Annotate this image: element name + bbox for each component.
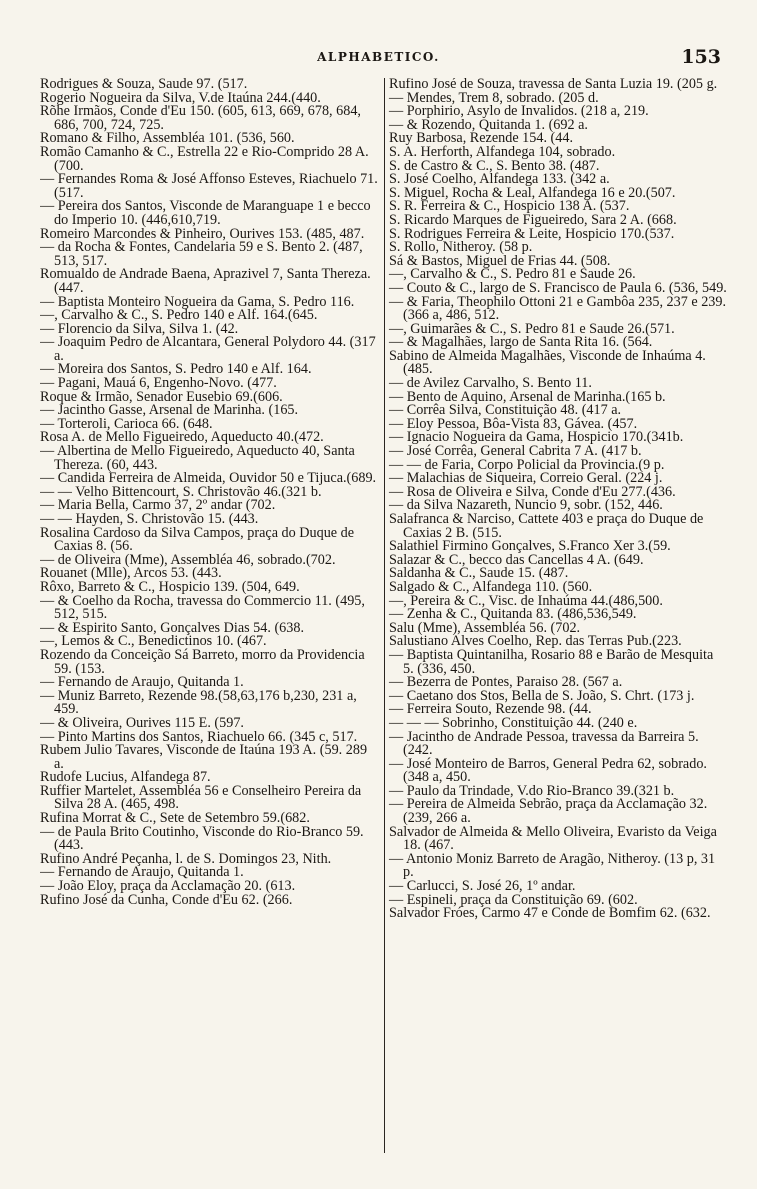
directory-entry: S. Miguel, Rocha & Leal, Alfandega 16 e 20.(507.: [389, 184, 676, 201]
directory-entry: Sabino de Almeida Magalhães, Visconde de Inhaúma 4. (485.: [389, 347, 706, 378]
directory-entry: — Rosa de Oliveira e Silva, Conde d'Eu 277.(436.: [389, 483, 676, 500]
directory-entry: Rudofe Lucius, Alfandega 87.: [40, 769, 211, 786]
directory-entry: Rouanet (Mlle), Arcos 53. (443.: [40, 565, 222, 582]
directory-entry: — & Rozendo, Quitanda 1. (692 a.: [389, 116, 588, 133]
directory-entry: — de Oliveira (Mme), Assembléa 46, sobrado.(702.: [40, 551, 336, 568]
directory-entry: — Espineli, praça da Constituição 69. (602.: [389, 891, 638, 908]
directory-entry: — Jacintho Gasse, Arsenal de Marinha. (165.: [40, 402, 299, 419]
directory-entry: — & Magalhães, largo de Santa Rita 16. (564.: [389, 334, 653, 351]
directory-entry: Ruy Barbosa, Rezende 154. (44.: [389, 130, 574, 147]
directory-entry: — Moreira dos Santos, S. Pedro 140 e Alf. 164.: [40, 361, 312, 378]
directory-entry: — Ignacio Nogueira da Gama, Hospicio 170.(341b.: [389, 429, 684, 446]
directory-entry: — Ferreira Souto, Rezende 98. (44.: [389, 701, 592, 718]
directory-entry: — Jacintho de Andrade Pessoa, travessa da Barreira 5. (242.: [389, 728, 699, 759]
directory-entry: — Porphirio, Asylo de Invalidos. (218 a, 219.: [389, 103, 649, 120]
directory-entry: — da Rocha & Fontes, Candelaria 59 e S. Bento 2. (487, 513, 517.: [40, 239, 363, 269]
page-number: 153: [681, 46, 721, 68]
page-title: ALPHABETICO.: [317, 50, 440, 64]
directory-entry: —, Lemos & C., Benedictinos 10. (467.: [40, 633, 267, 650]
directory-entry: Salvador de Almeida & Mello Oliveira, Evaristo da Veiga 18. (467.: [389, 823, 717, 854]
directory-entry: Ruffier Martelet, Assembléa 56 e Conselheiro Pereira da Silva 28 A. (465, 498.: [40, 782, 362, 813]
directory-entry: Rufina Morrat & C., Sete de Setembro 59.(682.: [40, 810, 310, 827]
directory-entry: S. Ricardo Marques de Figueiredo, Sara 2 A. (668.: [389, 211, 677, 228]
directory-entry: S. Rodrigues Ferreira & Leite, Hospicio 170.(537.: [389, 225, 675, 242]
directory-entry: — & Faria, Theophilo Ottoni 21 e Gambôa 235, 237 e 239. (366 a, 486, 512.: [389, 293, 727, 324]
directory-entry: Salu (Mme), Assembléa 56. (702.: [389, 619, 581, 636]
directory-entry: —, Guimarães & C., S. Pedro 81 e Saude 26.(571.: [389, 320, 675, 337]
directory-entry: Romano & Filho, Assembléa 101. (536, 560.: [40, 130, 295, 147]
directory-entry: Sá & Bastos, Miguel de Frias 44. (508.: [389, 252, 611, 269]
directory-entry: — & Oliveira, Ourives 115 E. (597.: [40, 714, 244, 731]
directory-entry: Rodrigues & Souza, Saude 97. (517.: [40, 78, 248, 92]
directory-entry: — Fernando de Araujo, Quitanda 1.: [40, 674, 244, 691]
directory-entry: — & Coelho da Rocha, travessa do Commercio 11. (495, 512, 515.: [40, 592, 365, 623]
directory-entry: Rufino André Peçanha, l. de S. Domingos 23, Nith.: [40, 850, 332, 867]
directory-entry: — Antonio Moniz Barreto de Aragão, Nitheroy. (13 p, 31 p.: [389, 850, 716, 881]
directory-entry: Romeiro Marcondes & Pinheiro, Ourives 153. (485, 487.: [40, 225, 365, 242]
page-header: [0, 46, 757, 70]
directory-entry: — José Monteiro de Barros, General Pedra 62, sobrado. (348 a, 450.: [389, 755, 707, 786]
directory-entry: Salathiel Firmino Gonçalves, S.Franco Xer 3.(59.: [389, 538, 671, 555]
directory-entry: — José Corrêa, General Cabrita 7 A. (417 b.: [389, 443, 642, 460]
directory-entry: S. R. Ferreira & C., Hospicio 138 A. (537.: [389, 198, 630, 215]
directory-entry: — — Hayden, S. Christovão 15. (443.: [40, 511, 259, 527]
directory-entry: — Baptista Quintanilha, Rosario 88 e Barão de Mesquita 5. (336, 450.: [389, 646, 714, 677]
directory-entry: — Malachias de Siqueira, Correio Geral. (224 j.: [389, 470, 663, 487]
directory-entry: — Paulo da Trindade, V.do Rio-Branco 39.(321 b.: [389, 782, 675, 799]
directory-entry: — Pagani, Mauá 6, Engenho-Novo. (477.: [40, 375, 277, 392]
directory-entry: — Maria Bella, Carmo 37, 2º andar (702.: [40, 497, 276, 514]
directory-entry: — Muniz Barreto, Rezende 98.(58,63,176 b,230, 231 a, 459.: [40, 687, 357, 718]
directory-entry: — Mendes, Trem 8, sobrado. (205 d.: [389, 89, 599, 106]
directory-entry: — Pereira de Almeida Sebrão, praça da Acclamação 32. (239, 266 a.: [389, 796, 708, 827]
directory-entry: Rufino José de Souza, travessa de Santa Luzia 19. (205 g.: [389, 78, 718, 92]
directory-entry: Rosa A. de Mello Figueiredo, Aqueducto 40.(472.: [40, 429, 324, 446]
directory-entry: — Baptista Monteiro Nogueira da Gama, S. Pedro 116.: [40, 293, 355, 310]
directory-entry: Salvador Fróes, Carmo 47 e Conde de Bomfim 62. (632.: [389, 905, 711, 922]
directory-entry: Rosalina Cardoso da Silva Campos, praça do Duque de Caxias 8. (56.: [40, 524, 355, 555]
left-column: [40, 78, 378, 1153]
directory-entry: S. A. Herforth, Alfandega 104, sobrado.: [389, 143, 616, 160]
directory-entry: Salazar & C., becco das Cancellas 4 A. (649.: [389, 551, 644, 568]
directory-entry: —, Carvalho & C., S. Pedro 140 e Alf. 164.(645.: [40, 307, 318, 324]
directory-entry: — — de Faria, Corpo Policial da Provincia.(9 p.: [389, 456, 665, 473]
directory-entry: — Bezerra de Pontes, Paraiso 28. (567 a.: [389, 674, 623, 691]
directory-entry: Salustiano Alves Coelho, Rep. das Terras Pub.(223.: [389, 633, 682, 650]
directory-entry: — Albertina de Mello Figueiredo, Aqueducto 40, Santa Thereza. (60, 443.: [40, 443, 355, 473]
directory-entry: —, Pereira & C., Visc. de Inhaúma 44.(486,500.: [389, 592, 663, 609]
directory-entry: — Carlucci, S. José 26, 1º andar.: [389, 878, 576, 895]
directory-entry: — de Avilez Carvalho, S. Bento 11.: [389, 375, 592, 392]
directory-entry: Roque & Irmão, Senador Eusebio 69.(606.: [40, 388, 283, 405]
directory-entry: — — — Sobrinho, Constituição 44. (240 e.: [389, 714, 638, 731]
directory-entry: — Zenha & C., Quitanda 83. (486,536,549.: [389, 606, 637, 623]
directory-entry: — Eloy Pessoa, Bôa-Vista 83, Gávea. (457.: [389, 415, 638, 432]
directory-entry: Saldanha & C., Saude 15. (487.: [389, 565, 569, 582]
directory-entry: — de Paula Brito Coutinho, Visconde do Rio-Branco 59. (443.: [40, 823, 364, 854]
directory-entry: — — Velho Bittencourt, S. Christovão 46.(321 b.: [40, 483, 322, 500]
directory-entry: — Couto & C., largo de S. Francisco de Paula 6. (536, 549.: [389, 279, 727, 296]
directory-entry: — Bento de Aquino, Arsenal de Marinha.(165 b.: [389, 388, 666, 405]
directory-entry: Salgado & C., Alfandega 110. (560.: [389, 578, 593, 595]
directory-entry: Romão Camanho & C., Estrella 22 e Rio-Comprido 28 A. (700.: [40, 143, 369, 174]
directory-entry: S. Rollo, Nitheroy. (58 p.: [389, 239, 533, 256]
directory-entry: — Pinto Martins dos Santos, Riachuelo 66. (345 c, 517.: [40, 728, 358, 745]
directory-entry: — Fernandes Roma & José Affonso Esteves, Riachuelo 71. (517.: [40, 171, 378, 201]
directory-entry: Rogerio Nogueira da Silva, V.de Itaúna 244.(440.: [40, 89, 321, 106]
directory-entry: — Torteroli, Carioca 66. (648.: [40, 415, 213, 432]
directory-entry: Romualdo de Andrade Baena, Aprazivel 7, Santa Thereza. (447.: [40, 266, 371, 296]
directory-entry: — da Silva Nazareth, Nuncio 9, sobr. (152, 446.: [389, 497, 663, 514]
directory-entry: S. de Castro & C., S. Bento 38. (487.: [389, 157, 600, 174]
directory-entry: Rôxo, Barreto & C., Hospicio 139. (504, 649.: [40, 578, 300, 595]
directory-entry: — Pereira dos Santos, Visconde de Maranguape 1 e becco do Imperio 10. (446,610,719.: [40, 198, 371, 228]
directory-entry: Salafranca & Narciso, Cattete 403 e praça do Duque de Caxias 2 B. (515.: [389, 511, 704, 541]
directory-entry: — Corrêa Silva, Constituição 48. (417 a.: [389, 402, 622, 419]
directory-entry: Rufino José da Cunha, Conde d'Eu 62. (266.: [40, 891, 293, 908]
directory-entry: — Joaquim Pedro de Alcantara, General Polydoro 44. (317 a.: [40, 334, 376, 364]
directory-entry: Rozendo da Conceição Sá Barreto, morro da Providencia 59. (153.: [40, 646, 365, 677]
directory-entry: — Candida Ferreira de Almeida, Ouvidor 50 e Tijuca.(689.: [40, 470, 377, 487]
right-column: [384, 78, 727, 1153]
directory-entry: — Florencio da Silva, Silva 1. (42.: [40, 320, 239, 337]
directory-entry: — João Eloy, praça da Acclamação 20. (613.: [40, 878, 296, 895]
directory-entry: Rõhe Irmãos, Conde d'Eu 150. (605, 613, 669, 678, 684, 686, 700, 724, 725.: [40, 103, 361, 133]
directory-entry: Rubem Julio Tavares, Visconde de Itaúna 193 A. (59. 289 a.: [40, 742, 368, 772]
directory-entry: —, Carvalho & C., S. Pedro 81 e Saude 26.: [389, 266, 636, 283]
directory-entry: — & Espirito Santo, Gonçalves Dias 54. (638.: [40, 619, 305, 636]
directory-entry: — Fernando de Araujo, Quitanda 1.: [40, 864, 244, 881]
directory-entry: — Caetano dos Stos, Bella de S. João, S. Chrt. (173 j.: [389, 687, 695, 704]
directory-entry: S. José Coelho, Alfandega 133. (342 a.: [389, 171, 610, 188]
